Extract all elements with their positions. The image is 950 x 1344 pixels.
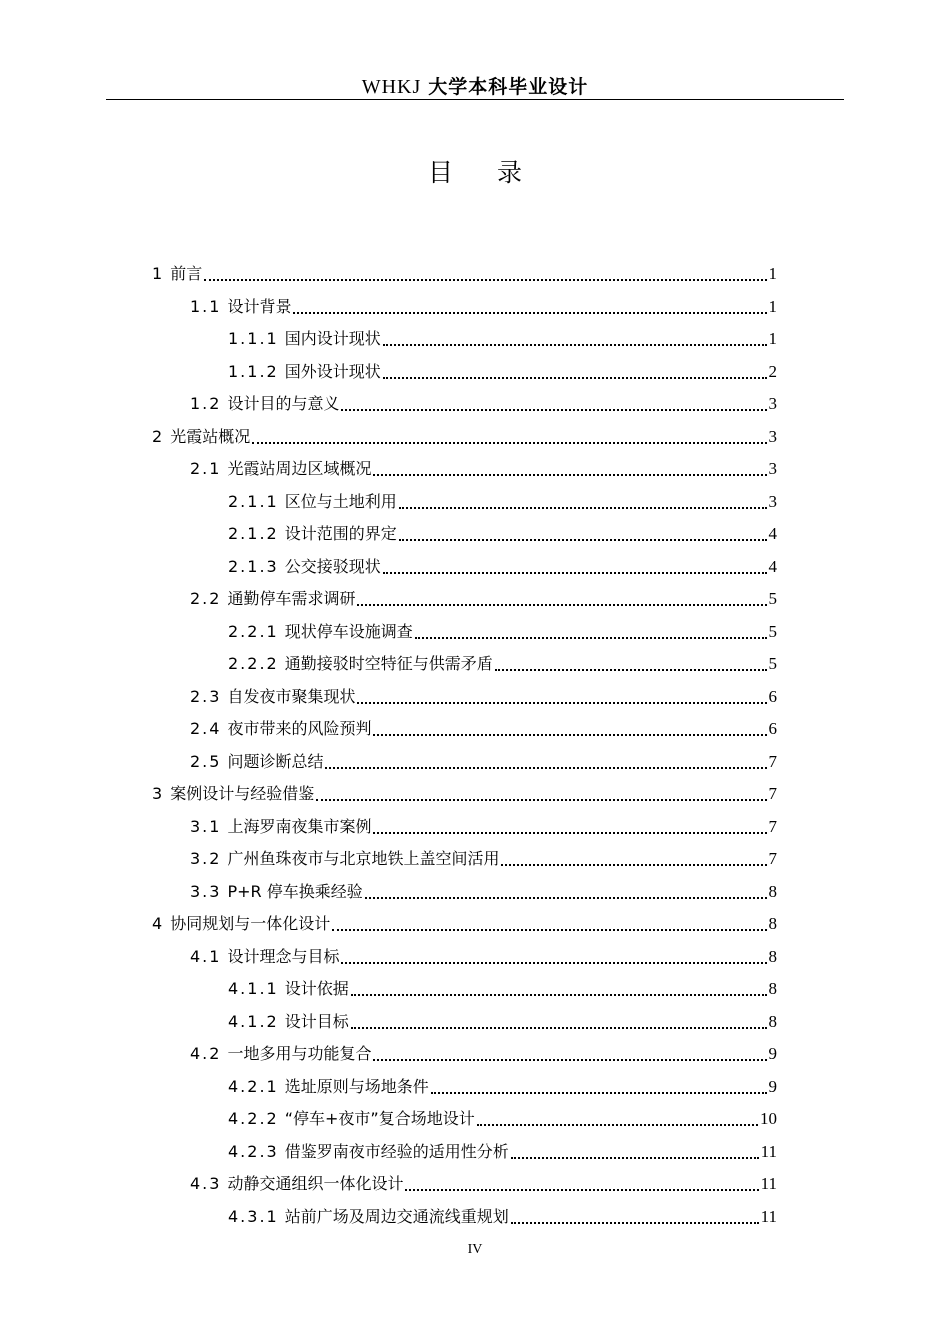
toc-entry[interactable] xyxy=(0,583,950,616)
toc-entry-number: 2.2.2 xyxy=(228,654,279,674)
toc-leader-dots xyxy=(399,539,767,541)
toc-entry-page: 7 xyxy=(768,784,777,804)
toc-entry-page: 8 xyxy=(768,881,777,901)
toc-entry-page: 5 xyxy=(768,654,777,674)
toc-entry-title: 夜市带来的风险预判 xyxy=(227,719,372,739)
toc-entry[interactable] xyxy=(0,746,950,779)
toc-leader-dots xyxy=(383,344,767,346)
toc-entry-page: 10 xyxy=(760,1109,777,1129)
toc-entry-page: 2 xyxy=(768,361,777,381)
toc-leader-dots xyxy=(511,1222,759,1224)
toc-leader-dots xyxy=(332,929,766,931)
toc-entry-page: 7 xyxy=(768,751,777,771)
toc-entry-title: 国外设计现状 xyxy=(284,361,381,381)
toc-leader-dots xyxy=(341,409,766,411)
toc-entry-title: 光霞站周边区域概况 xyxy=(227,459,372,479)
toc-entry[interactable] xyxy=(0,941,950,974)
toc-entry-title: 案例设计与经验借鉴 xyxy=(170,784,315,804)
toc-entry-title: 设计依据 xyxy=(284,979,349,999)
toc-entry-page: 1 xyxy=(768,329,777,349)
toc-entry-title: “停车+夜市”复合场地设计 xyxy=(284,1109,475,1129)
toc-leader-dots xyxy=(405,1189,758,1191)
toc-entry[interactable] xyxy=(0,388,950,421)
toc-entry[interactable] xyxy=(0,258,950,291)
toc-entry-page: 6 xyxy=(768,719,777,739)
toc-entry[interactable] xyxy=(0,778,950,811)
toc-entry-number: 3 xyxy=(152,784,165,804)
toc-leader-dots xyxy=(357,702,766,704)
toc-leader-dots xyxy=(383,377,767,379)
toc-entry-number: 3.2 xyxy=(190,849,222,869)
toc-entry[interactable] xyxy=(0,551,950,584)
toc-entry-title: 设计背景 xyxy=(227,296,292,316)
toc-entry-page: 9 xyxy=(768,1076,777,1096)
toc-entry-number: 4 xyxy=(152,914,165,934)
toc-entry-number: 1.1.1 xyxy=(228,329,279,349)
toc-entry-number: 1.1.2 xyxy=(228,361,279,381)
toc-entry-page: 8 xyxy=(768,914,777,934)
toc-entry-number: 4.3.1 xyxy=(228,1206,279,1226)
toc-leader-dots xyxy=(431,1092,767,1094)
toc-entry[interactable] xyxy=(0,681,950,714)
toc-entry-title: P+R 停车换乘经验 xyxy=(227,881,363,901)
toc-entry[interactable] xyxy=(0,1201,950,1234)
toc-entry-title: 自发夜市聚集现状 xyxy=(227,686,356,706)
toc-entry-page: 7 xyxy=(768,816,777,836)
toc-entry[interactable] xyxy=(0,843,950,876)
toc-entry-title: 选址原则与场地条件 xyxy=(284,1076,429,1096)
toc-entry-number: 4.2 xyxy=(190,1044,222,1064)
toc-entry-number: 2.1.1 xyxy=(228,491,279,511)
toc-entry-number: 2.3 xyxy=(190,686,222,706)
toc-entry[interactable] xyxy=(0,1071,950,1104)
toc-entry[interactable] xyxy=(0,1103,950,1136)
toc-entry-number: 4.2.3 xyxy=(228,1141,279,1161)
toc-entry[interactable] xyxy=(0,876,950,909)
toc-entry[interactable] xyxy=(0,486,950,519)
toc-entry-title: 问题诊断总结 xyxy=(227,751,324,771)
toc-entry-title: 设计目标 xyxy=(284,1011,349,1031)
page-number: IV xyxy=(467,1242,483,1257)
toc-entry-number: 3.1 xyxy=(190,816,222,836)
toc-leader-dots xyxy=(477,1124,758,1126)
toc-entry-title: 设计目的与意义 xyxy=(227,394,340,414)
toc-entry-number: 2.1 xyxy=(190,459,222,479)
toc-entry[interactable] xyxy=(0,908,950,941)
toc-entry-number: 2.5 xyxy=(190,751,222,771)
toc-entry-number: 2.2.1 xyxy=(228,621,279,641)
toc-entry-title: 通勤接驳时空特征与供需矛盾 xyxy=(284,654,493,674)
toc-entry-title: 借鉴罗南夜市经验的适用性分析 xyxy=(284,1141,509,1161)
toc-entry[interactable] xyxy=(0,648,950,681)
toc-entry-title: 公交接驳现状 xyxy=(284,556,381,576)
toc-entry-number: 2.1.2 xyxy=(228,524,279,544)
toc-entry[interactable] xyxy=(0,1038,950,1071)
toc-leader-dots xyxy=(316,799,766,801)
toc-entry-title: 前言 xyxy=(170,264,203,284)
toc-entry[interactable] xyxy=(0,1168,950,1201)
toc-entry-page: 11 xyxy=(760,1141,777,1161)
toc-leader-dots xyxy=(341,962,766,964)
toc-entry-page: 8 xyxy=(768,979,777,999)
toc-leader-dots xyxy=(351,1027,767,1029)
toc-entry[interactable] xyxy=(0,811,950,844)
toc-entry-title: 通勤停车需求调研 xyxy=(227,589,356,609)
toc-entry[interactable] xyxy=(0,1006,950,1039)
toc-leader-dots xyxy=(325,767,766,769)
toc-leader-dots xyxy=(399,507,767,509)
toc-leader-dots xyxy=(252,442,766,444)
toc-entry-page: 7 xyxy=(768,849,777,869)
toc-leader-dots xyxy=(383,572,767,574)
toc-leader-dots xyxy=(373,474,766,476)
toc-entry-page: 4 xyxy=(768,556,777,576)
toc-entry[interactable] xyxy=(0,291,950,324)
toc-entry[interactable] xyxy=(0,713,950,746)
toc-entry-number: 1.1 xyxy=(190,296,222,316)
toc-entry-number: 2.4 xyxy=(190,719,222,739)
header-title: 大学本科毕业设计 xyxy=(428,76,589,98)
header-rule xyxy=(106,99,844,100)
toc-entry-page: 1 xyxy=(768,264,777,284)
toc-entry-number: 4.1.2 xyxy=(228,1011,279,1031)
toc-entry-title: 动静交通组织一体化设计 xyxy=(227,1174,404,1194)
toc-leader-dots xyxy=(415,637,767,639)
toc-entry-number: 1.2 xyxy=(190,394,222,414)
toc-leader-dots xyxy=(501,864,766,866)
toc-leader-dots xyxy=(511,1157,759,1159)
toc-entry-title: 上海罗南夜集市案例 xyxy=(227,816,372,836)
toc-entry-number: 4.3 xyxy=(190,1174,222,1194)
toc-entry-number: 2 xyxy=(152,426,165,446)
toc-entry-number: 4.1 xyxy=(190,946,222,966)
toc-entry-title: 站前广场及周边交通流线重规划 xyxy=(284,1206,509,1226)
toc-entry-title: 一地多用与功能复合 xyxy=(227,1044,372,1064)
toc-entry-title: 现状停车设施调查 xyxy=(284,621,413,641)
toc-entry[interactable] xyxy=(0,453,950,486)
toc-title: 目 录 xyxy=(428,158,540,187)
toc-leader-dots xyxy=(495,669,767,671)
toc-leader-dots xyxy=(351,994,767,996)
toc-entry-page: 6 xyxy=(768,686,777,706)
toc-leader-dots xyxy=(373,832,766,834)
toc-entry[interactable] xyxy=(0,616,950,649)
toc-entry[interactable] xyxy=(0,323,950,356)
toc-entry-title: 光霞站概况 xyxy=(170,426,251,446)
toc-leader-dots xyxy=(373,734,766,736)
table-of-contents xyxy=(0,258,950,1233)
toc-entry-page: 11 xyxy=(760,1206,777,1226)
toc-entry-title: 国内设计现状 xyxy=(284,329,381,349)
toc-entry-number: 2.1.3 xyxy=(228,556,279,576)
toc-entry[interactable] xyxy=(0,973,950,1006)
toc-entry[interactable] xyxy=(0,356,950,389)
toc-leader-dots xyxy=(373,1059,766,1061)
toc-leader-dots xyxy=(204,279,766,281)
running-header xyxy=(106,72,844,99)
toc-entry-page: 3 xyxy=(768,459,777,479)
toc-entry-title: 设计范围的界定 xyxy=(284,524,397,544)
toc-entry-page: 3 xyxy=(768,394,777,414)
toc-entry-page: 3 xyxy=(768,426,777,446)
toc-leader-dots xyxy=(357,604,766,606)
toc-entry-page: 5 xyxy=(768,589,777,609)
toc-entry-number: 4.2.1 xyxy=(228,1076,279,1096)
toc-entry[interactable] xyxy=(0,518,950,551)
toc-entry-number: 2.2 xyxy=(190,589,222,609)
toc-entry-page: 3 xyxy=(768,491,777,511)
toc-entry-number: 4.2.2 xyxy=(228,1109,279,1129)
toc-entry-title: 广州鱼珠夜市与北京地铁上盖空间活用 xyxy=(227,849,500,869)
header-latin: WHKJ xyxy=(361,76,422,98)
toc-leader-dots xyxy=(365,897,767,899)
toc-entry-page: 11 xyxy=(760,1174,777,1194)
toc-entry-page: 4 xyxy=(768,524,777,544)
toc-entry-page: 5 xyxy=(768,621,777,641)
toc-entry-number: 4.1.1 xyxy=(228,979,279,999)
toc-entry[interactable] xyxy=(0,421,950,454)
toc-entry-page: 9 xyxy=(768,1044,777,1064)
toc-entry[interactable] xyxy=(0,1136,950,1169)
toc-leader-dots xyxy=(293,312,766,314)
toc-entry-title: 协同规划与一体化设计 xyxy=(170,914,331,934)
toc-entry-page: 8 xyxy=(768,1011,777,1031)
toc-entry-title: 区位与土地利用 xyxy=(284,491,397,511)
toc-entry-number: 3.3 xyxy=(190,881,222,901)
toc-entry-page: 8 xyxy=(768,946,777,966)
toc-entry-page: 1 xyxy=(768,296,777,316)
toc-entry-title: 设计理念与目标 xyxy=(227,946,340,966)
toc-entry-number: 1 xyxy=(152,264,165,284)
